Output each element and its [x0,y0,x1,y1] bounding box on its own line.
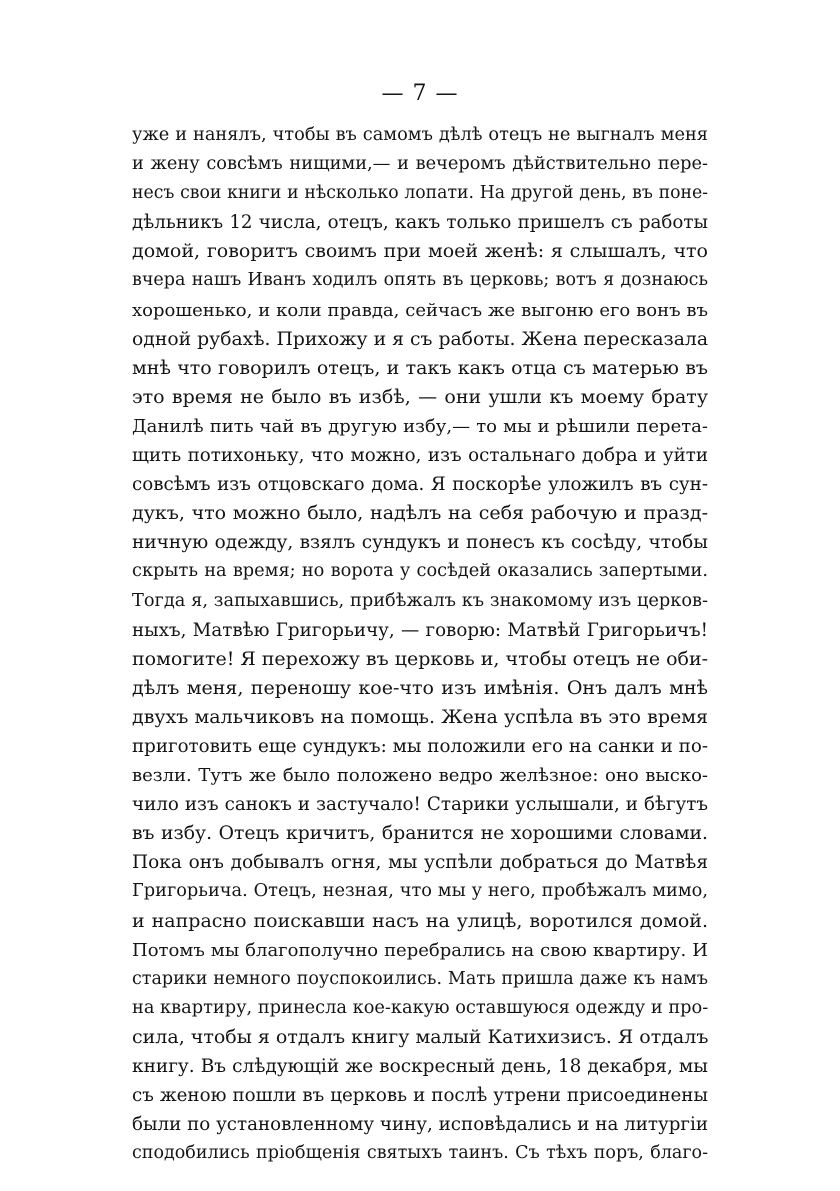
text-line: уже и нанялъ, чтобы въ самомъ дѣлѣ отецъ не выгналъ меня [132,125,708,145]
text-line: помогите! Я перехожу въ церковь и, чтобы отецъ не оби- [132,647,709,670]
text-line: хорошенько, и коли правда, сейчасъ же выгоню его вонъ въ [132,299,708,321]
text-line: Тогда я, запыхавшись, прибѣжалъ къ знакомому изъ церков- [132,590,708,611]
text-line: съ женою пошли въ церковь и послѣ утрени присоединены [132,1085,708,1107]
text-line: и напрасно поискавши насъ на улицѣ, воротился домой. [132,909,708,932]
text-line: дѣльникъ 12 числа, отецъ, какъ только пришелъ съ работы [132,212,708,234]
text-line: въ избу. Отецъ кричитъ, бранится не хорошими словами. [132,823,708,845]
text-line: щить потихоньку, что можно, изъ остальнаго добра и уйти [132,445,708,467]
text-line: домой, говоритъ своимъ при моей женѣ: я слышалъ, что [132,240,708,263]
text-line: Потомъ мы благополучно перебрались на свою квартиру. И [132,939,708,961]
text-line: несъ свои книги и нѣсколько лопати. На другой день, въ поне- [132,183,708,204]
text-line: дѣлъ меня, переношу кое-что изъ имѣнія. Онъ далъ мнѣ [132,676,708,699]
text-line: сила, чтобы я отдалъ книгу малый Катихизисъ. Я отдалъ [132,1025,709,1048]
text-line: книгу. Въ слѣдующій же воскресный день, 18 декабря, мы [132,1056,708,1077]
text-line: скрыть на время; но ворота у сосѣдей оказались запертыми. [132,561,708,582]
text-line: двухъ мальчиковъ на помощь. Жена успѣла въ это время [132,705,708,728]
text-line: вчера нашъ Иванъ ходилъ опять въ церковь; вотъ я дознаюсь [132,270,708,291]
text-line: дукъ, что можно было, надѣлъ на себя рабочую и празд- [132,502,708,525]
text-line: Пока онъ добывалъ огня, мы успѣли добраться до Матвѣя [132,852,708,874]
text-line: ныхъ, Матвѣю Григорьичу, — говорю: Матвѣй Григорьичъ! [132,619,708,641]
text-line: ничную одежду, взялъ сундукъ и понесъ къ сосѣду, чтобы [132,532,708,554]
text-line: Данилѣ пить чай въ другую избу,— то мы и рѣшили перета- [132,415,708,437]
text-line: сподобились пріобщенія святыхъ таинъ. Съ тѣхъ поръ, благо- [132,1143,708,1164]
text-line: одной рубахѣ. Прихожу и я съ работы. Жена пересказала [132,328,708,350]
text-line: Григорьича. Отецъ, незная, что мы у него, пробѣжалъ мимо, [132,881,708,902]
text-line: везли. Тутъ же было положено ведро желѣзное: оно выско- [132,765,708,787]
text-line: совсѣмъ изъ отцовскаго дома. Я поскорѣе уложилъ въ сун- [132,474,708,496]
text-line: старики немного поуспокоились. Мать пришла даже къ намъ [132,968,708,989]
text-line: и жену совсѣмъ нищими,— и вечеромъ дѣйствительно пере- [132,154,708,175]
text-line: чило изъ санокъ и застучало! Старики услышали, и бѣгутъ [132,794,708,816]
text-line: приготовить еще сундукъ: мы положили его на санки и по- [132,735,708,757]
text-line: это время не было въ избѣ, — они ушли къ моему брату [132,385,708,408]
text-line: мнѣ что говорилъ отецъ, и такъ какъ отца съ матерью въ [132,356,708,379]
page-number: — 7 — [381,81,459,106]
text-line: на квартиру, принесла кое-какую оставшуюся одежду и про- [132,997,709,1018]
text-line: были по установленному чину, исповѣдались и на литургіи [132,1114,708,1136]
page-body-text [132,121,708,1168]
